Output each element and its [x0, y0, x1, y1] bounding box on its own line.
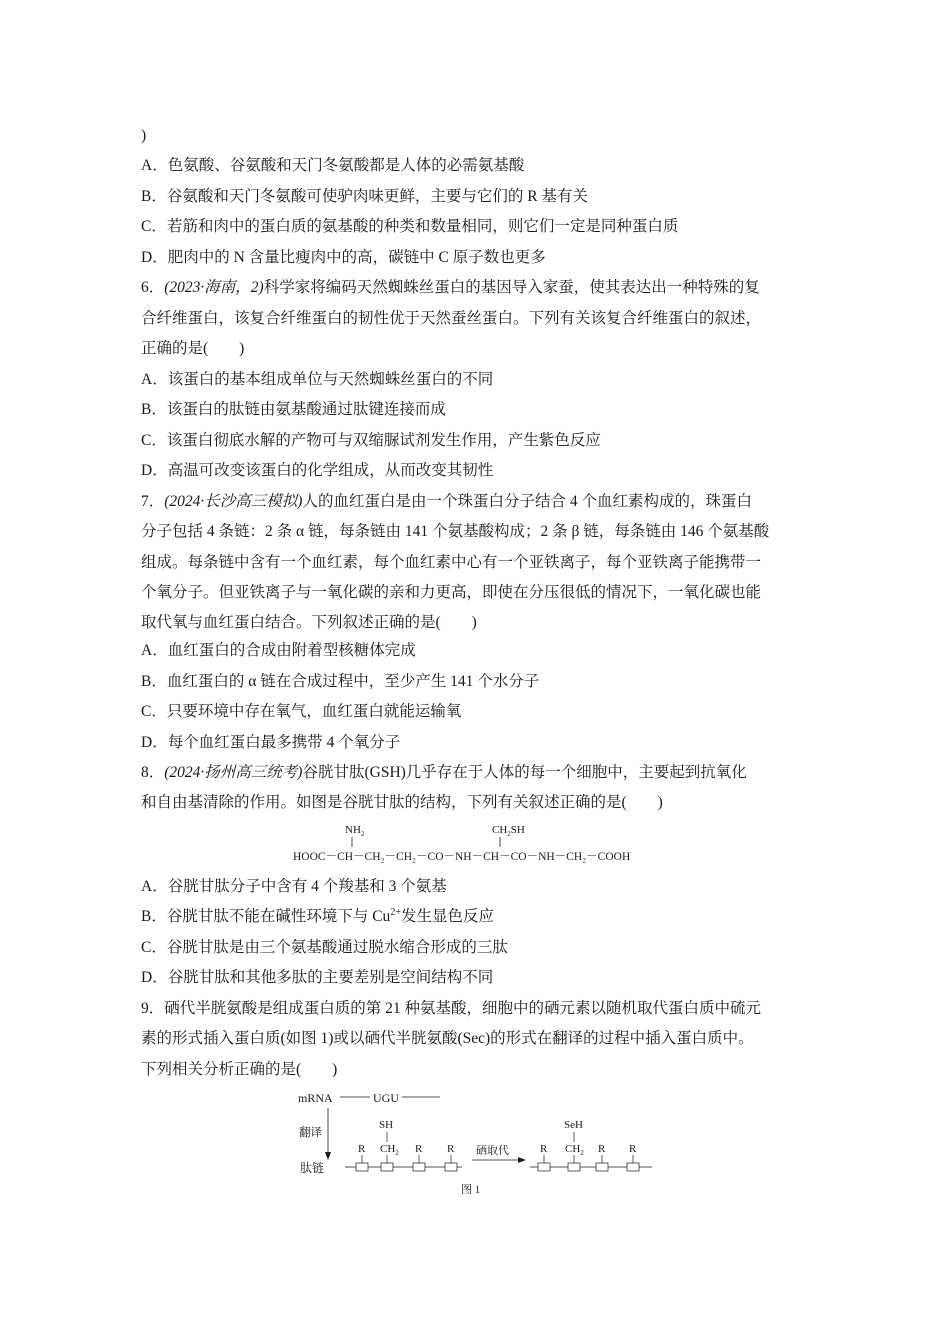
- r-label-1: R: [358, 1143, 366, 1155]
- q6-line-3: 正确的是( ): [141, 340, 245, 357]
- q9-text-1: 硒代半胱氨酸是组成蛋白质的第 21 种氨基酸，细胞中的硒元素以随机取代蛋白质中硫元: [164, 1000, 762, 1017]
- q7-source: (2024·长沙高三模拟): [164, 493, 303, 510]
- q8-option-b-pre: B．谷胱甘肽不能在碱性环境下与 Cu: [141, 908, 391, 925]
- q8-option-b-sup: 2+: [390, 906, 401, 918]
- q8-option-c: C．谷胱甘肽是由三个氨基酸通过脱水缩合形成的三肽: [141, 939, 508, 956]
- q5-option-c: C．若筋和肉中的蛋白质的氨基酸的种类和数量相同，则它们一定是同种蛋白质: [141, 218, 679, 235]
- q5-option-a: A．色氨酸、谷氨酸和天门冬氨酸都是人体的必需氨基酸: [141, 157, 525, 174]
- nh2-label: $NH_2$: [345, 824, 365, 838]
- r-label-6: R: [629, 1143, 637, 1155]
- sh-label: SH: [379, 1119, 394, 1131]
- q6-text-1: 科学家将编码天然蜘蛛丝蛋白的基因导入家蚕，使其表达出一种特殊的复: [263, 279, 760, 296]
- q8-text-1: 谷胱甘肽(GSH)几乎存在于人体的每一个细胞中，主要起到抗氧化: [302, 764, 747, 781]
- q5-option-d: D．肥肉中的 N 含量比瘦肉中的高，碳链中 C 原子数也更多: [141, 249, 546, 266]
- q7-option-d: D．每个血红蛋白最多携带 4 个氧分子: [141, 734, 401, 751]
- q9-line-3: 下列相关分析正确的是( ): [141, 1061, 338, 1078]
- q8-option-d: D．谷胱甘肽和其他多肽的主要差别是空间结构不同: [141, 969, 494, 986]
- q8-number: 8．: [141, 764, 165, 781]
- r-label-5: R: [598, 1143, 606, 1155]
- q6-option-d: D．高温可改变该蛋白的化学组成，从而改变其韧性: [141, 462, 494, 479]
- glutathione-main-chain: HOOC－CH－CH₂－CH₂－CO－NH－CH－CO－NH－CH₂－COOH: [293, 851, 631, 863]
- q6-line-2: 合纤维蛋白，该复合纤维蛋白的韧性优于天然蚕丝蛋白。下列有关该复合纤维蛋白的叙述，: [141, 310, 762, 327]
- ugu-codon-label: UGU: [373, 1091, 399, 1105]
- ch2-label-right: $CH_2$: [565, 1143, 584, 1157]
- q8-source: (2024·扬州高三统考): [164, 764, 303, 781]
- q9-number: 9．: [141, 1000, 165, 1017]
- figure-caption: 图 1: [461, 1184, 481, 1196]
- q6-line-1: [141, 277, 760, 299]
- q6-option-a: A．该蛋白的基本组成单位与天然蜘蛛丝蛋白的不同: [141, 371, 494, 388]
- q7-text-1: 人的血红蛋白是由一个珠蛋白分子结合 4 个血红素构成的，珠蛋白: [302, 493, 752, 510]
- q7-line-4: 个氧分子。但亚铁离子与一氧化碳的亲和力更高，即使在分压很低的情况下，一氧化碳也能: [141, 584, 762, 601]
- ch2-label-left: $CH_2$: [380, 1143, 399, 1157]
- q6-option-b: B．该蛋白的肽链由氨基酸通过肽键连接而成: [141, 401, 446, 418]
- peptide-chain-right: [530, 1155, 652, 1171]
- q8-option-b: [141, 906, 494, 928]
- q8-option-a: A．谷胱甘肽分子中含有 4 个羧基和 3 个氨基: [141, 878, 447, 895]
- q7-line-3: 组成。每条链中含有一个血红素，每个血红素中心有一个亚铁离子，每个亚铁离子能携带一: [141, 554, 762, 571]
- q9-line-1: [141, 998, 761, 1020]
- q5-option-b: B．谷氨酸和天门冬氨酸可使驴肉味更鲜，主要与它们的 R 基有关: [141, 188, 588, 205]
- q7-line-2: 分子包括 4 条链：2 条 α 链，每条链由 141 个氨基酸构成；2 条 β 链，每条链由 146 个氨基酸: [141, 523, 770, 540]
- r-label-3: R: [447, 1143, 455, 1155]
- q9-line-2: 素的形式插入蛋白质(如图 1)或以硒代半胱氨酸(Sec)的形式在翻译的过程中插入蛋白质中。: [141, 1030, 754, 1047]
- q6-option-c: C．该蛋白彻底水解的产物可与双缩脲试剂发生作用，产生紫色反应: [141, 432, 601, 449]
- q7-option-b: B．血红蛋白的 α 链在合成过程中，至少产生 141 个水分子: [141, 673, 540, 690]
- figure-1-selenium-substitution: [290, 1088, 670, 1200]
- seh-label: SeH: [564, 1119, 583, 1131]
- ch2sh-label: $CH_2SH$: [492, 824, 525, 838]
- q7-number: 7．: [141, 493, 165, 510]
- q7-line-5: 取代氧与血红蛋白结合。下列叙述正确的是( ): [141, 614, 477, 631]
- translation-label: 翻译: [299, 1127, 322, 1139]
- q7-option-a: A．血红蛋白的合成由附着型核糖体完成: [141, 642, 416, 659]
- q8-option-b-post: 发生显色反应: [400, 908, 494, 925]
- q8-line-1: [141, 762, 747, 784]
- q7-option-c: C．只要环境中存在氧气，血红蛋白就能运输氧: [141, 703, 462, 720]
- mrna-label: mRNA: [298, 1091, 333, 1105]
- selenium-substitution-label: 硒取代: [476, 1145, 509, 1157]
- peptide-label: 肽链: [300, 1161, 325, 1175]
- q6-number: 6．: [141, 279, 165, 296]
- q7-line-1: [141, 491, 752, 513]
- r-label-4: R: [540, 1143, 548, 1155]
- q6-source: (2023·海南，2): [164, 279, 264, 296]
- peptide-chain-left: [345, 1155, 462, 1171]
- paren-close: ): [141, 127, 147, 144]
- q8-line-2: 和自由基清除的作用。如图是谷胱甘肽的结构，下列有关叙述正确的是( ): [141, 794, 663, 811]
- r-label-2: R: [415, 1143, 423, 1155]
- glutathione-structure: [290, 820, 670, 868]
